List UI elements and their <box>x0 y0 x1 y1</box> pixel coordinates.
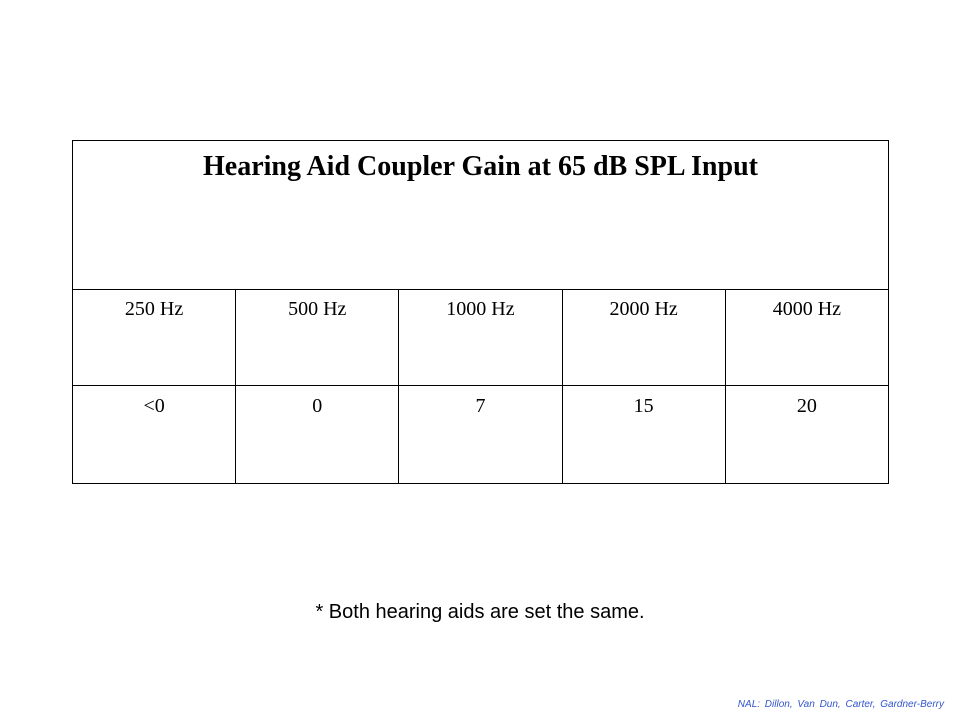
frequency-header-250: 250 Hz <box>73 290 236 386</box>
table-title: Hearing Aid Coupler Gain at 65 dB SPL Input <box>73 141 889 290</box>
title-row <box>73 141 889 290</box>
gain-row <box>73 386 889 484</box>
frequency-header-500: 500 Hz <box>236 290 399 386</box>
gain-value-1000: 7 <box>399 386 562 484</box>
gain-table <box>72 140 889 484</box>
gain-value-4000: 20 <box>725 386 888 484</box>
frequency-row <box>73 290 889 386</box>
frequency-header-1000: 1000 Hz <box>399 290 562 386</box>
frequency-header-2000: 2000 Hz <box>562 290 725 386</box>
gain-value-500: 0 <box>236 386 399 484</box>
credit-line: NAL: Dillon, Van Dun, Carter, Gardner-Berry <box>737 699 944 710</box>
frequency-header-4000: 4000 Hz <box>725 290 888 386</box>
gain-value-2000: 15 <box>562 386 725 484</box>
gain-value-250: <0 <box>73 386 236 484</box>
footnote: * Both hearing aids are set the same. <box>315 601 645 623</box>
